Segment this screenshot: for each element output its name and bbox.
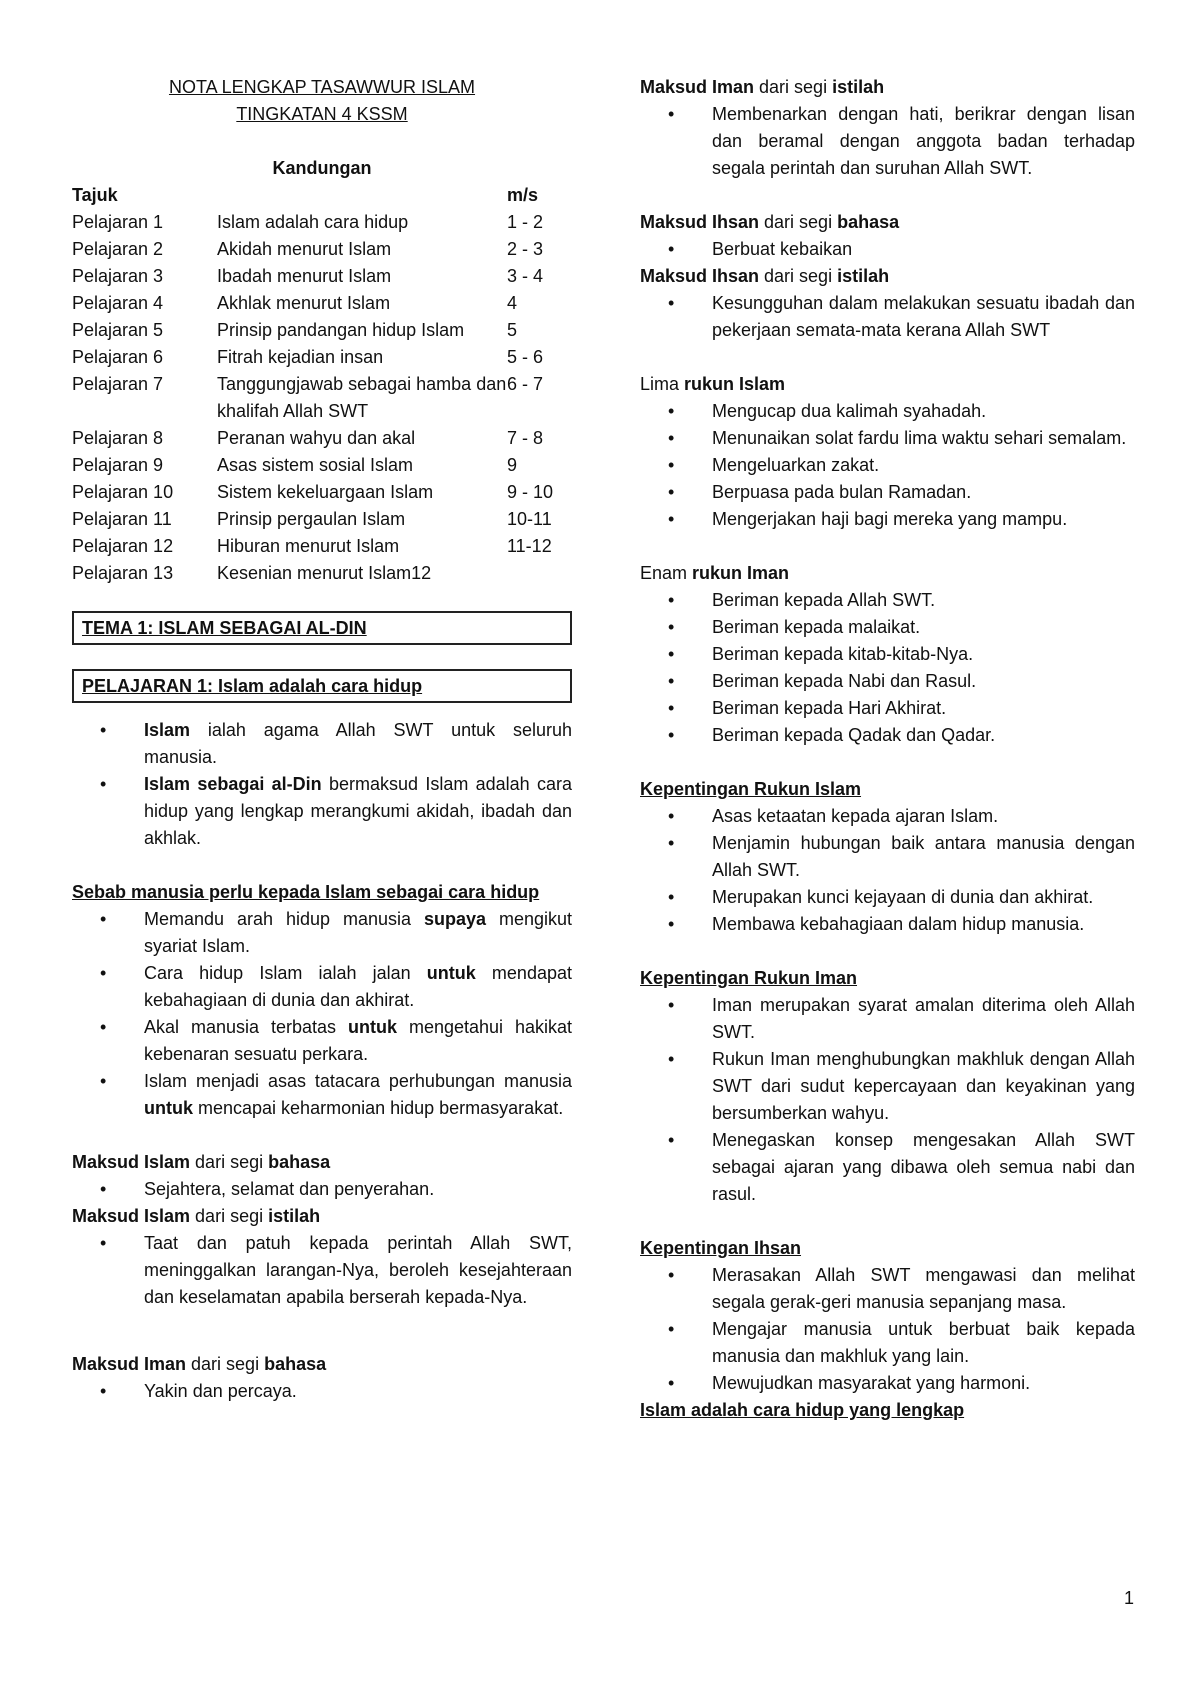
lesson-cell: Pelajaran 12 [72, 536, 174, 556]
bullet-icon: • [668, 914, 675, 934]
col-header-ms: m/s [507, 185, 539, 205]
lesson-cell: Pelajaran 3 [72, 266, 164, 286]
list-item: • Mengerjakan haji bagi mereka yang mampu. [640, 506, 1135, 533]
bullet-icon: • [668, 995, 675, 1015]
intro-list [72, 717, 572, 852]
contents-header-row [72, 182, 562, 209]
maksud-ihsan-bahasa-heading: Maksud Ihsan dari segi bahasa [640, 212, 900, 232]
lesson-cell: Pelajaran 10 [72, 482, 174, 502]
list-item: • Rukun Iman menghubungkan makhluk dengan Allah SWT dari sudut kepercayaan dan keyakinan yang bersumberkan wahyu. [640, 1046, 1135, 1127]
kepentingan-rukun-islam-heading: Kepentingan Rukun Islam [640, 779, 862, 799]
bullet-icon: • [100, 774, 107, 794]
maksud-iman-istilah-heading: Maksud Iman dari segi istilah [640, 77, 885, 97]
bullet-icon: • [668, 1265, 675, 1285]
sebab-list [72, 906, 572, 1122]
page-cell: 9 [507, 455, 518, 475]
list-item: • Beriman kepada Allah SWT. [640, 587, 1135, 614]
lesson-cell: Pelajaran 9 [72, 455, 164, 475]
contents-row [72, 209, 562, 236]
page-cell: 5 - 6 [507, 347, 544, 367]
contents-row [72, 371, 562, 425]
maksud-iman-istilah-list [640, 101, 1135, 182]
contents-row [72, 317, 562, 344]
kepentingan-ihsan-heading: Kepentingan Ihsan [640, 1238, 802, 1258]
lesson-cell: Pelajaran 7 [72, 374, 164, 394]
lesson-cell: Pelajaran 2 [72, 239, 164, 259]
topic-cell: Prinsip pandangan hidup Islam [217, 320, 465, 340]
bullet-icon: • [100, 1017, 107, 1037]
list-item: • Akal manusia terbatas untuk mengetahui hakikat kebenaran sesuatu perkara. [72, 1014, 572, 1068]
bullet-icon: • [668, 833, 675, 853]
bullet-icon: • [668, 698, 675, 718]
list-item: • Sejahtera, selamat dan penyerahan. [72, 1176, 572, 1203]
list-item: • Cara hidup Islam ialah jalan untuk mendapat kebahagiaan di dunia dan akhirat. [72, 960, 572, 1014]
rukun-islam-heading: Lima rukun Islam [640, 374, 786, 394]
list-item: • Islam menjadi asas tatacara perhubungan manusia untuk mencapai keharmonian hidup bermasyarakat. [72, 1068, 572, 1122]
bullet-icon: • [668, 1319, 675, 1339]
bullet-icon: • [668, 428, 675, 448]
rukun-iman-list [640, 587, 1135, 749]
lesson-cell: Pelajaran 6 [72, 347, 164, 367]
bullet-icon: • [668, 887, 675, 907]
page-cell: 11-12 [507, 536, 552, 556]
maksud-iman-bahasa-heading: Maksud Iman dari segi bahasa [72, 1354, 327, 1374]
topic-cell: Sistem kekeluargaan Islam [217, 482, 434, 502]
document-title: NOTA LENGKAP TASAWWUR ISLAM [168, 77, 476, 97]
list-item: • Mewujudkan masyarakat yang harmoni. [640, 1370, 1135, 1397]
bullet-icon: • [100, 1381, 107, 1401]
topic-cell: Prinsip pergaulan Islam [217, 509, 406, 529]
list-item: • Membawa kebahagiaan dalam hidup manusia. [640, 911, 1135, 938]
contents-row [72, 344, 562, 371]
topic-cell: Asas sistem sosial Islam [217, 455, 414, 475]
contents-row [72, 425, 562, 452]
maksud-islam-istilah-list [72, 1230, 572, 1311]
list-item: • Islam sebagai al-Din bermaksud Islam adalah cara hidup yang lengkap merangkumi akidah, ibadah dan akhlak. [72, 771, 572, 852]
list-item: • Yakin dan percaya. [72, 1378, 572, 1405]
list-item: • Menegaskan konsep mengesakan Allah SWT sebagai ajaran yang dibawa oleh semua nabi dan rasul. [640, 1127, 1135, 1208]
topic-cell: Akidah menurut Islam [217, 239, 392, 259]
contents-row [72, 290, 562, 317]
list-item: • Memandu arah hidup manusia supaya mengikut syariat Islam. [72, 906, 572, 960]
topic-cell: Akhlak menurut Islam [217, 293, 391, 313]
page-cell: 9 - 10 [507, 482, 554, 502]
maksud-islam-bahasa-heading: Maksud Islam dari segi bahasa [72, 1152, 331, 1172]
col-header-tajuk: Tajuk [72, 185, 118, 205]
lesson-cell: Pelajaran 11 [72, 509, 172, 529]
bullet-icon: • [668, 590, 675, 610]
list-item: • Mengucap dua kalimah syahadah. [640, 398, 1135, 425]
topic-cell: Kesenian menurut Islam12 [217, 563, 432, 583]
list-item: • Beriman kepada Hari Akhirat. [640, 695, 1135, 722]
topic-cell: Fitrah kejadian insan [217, 347, 384, 367]
page-cell: 3 - 4 [507, 266, 544, 286]
document-subtitle: TINGKATAN 4 KSSM [236, 104, 408, 124]
contents-table [72, 182, 562, 587]
page-cell: 6 - 7 [507, 374, 544, 394]
bullet-icon: • [100, 1071, 107, 1091]
list-item: • Merasakan Allah SWT mengawasi dan melihat segala gerak-geri manusia sepanjang masa. [640, 1262, 1135, 1316]
page-number: 1 [1124, 1588, 1135, 1608]
maksud-ihsan-istilah-heading: Maksud Ihsan dari segi istilah [640, 266, 890, 286]
list-item: • Mengajar manusia untuk berbuat baik kepada manusia dan makhluk yang lain. [640, 1316, 1135, 1370]
lesson-cell: Pelajaran 8 [72, 428, 164, 448]
bullet-icon: • [668, 401, 675, 421]
lesson-cell: Pelajaran 5 [72, 320, 164, 340]
bullet-icon: • [100, 963, 107, 983]
bullet-icon: • [668, 671, 675, 691]
page-cell: 5 [507, 320, 518, 340]
bullet-icon: • [668, 1130, 675, 1150]
bullet-icon: • [668, 293, 675, 313]
bullet-icon: • [668, 482, 675, 502]
list-item: • Merupakan kunci kejayaan di dunia dan akhirat. [640, 884, 1135, 911]
list-item: • Menunaikan solat fardu lima waktu sehari semalam. [640, 425, 1135, 452]
bullet-icon: • [668, 806, 675, 826]
topic-cell: Tanggungjawab sebagai hamba dan khalifah Allah SWT [217, 374, 507, 421]
topic-cell: Hiburan menurut Islam [217, 536, 400, 556]
bullet-icon: • [668, 1049, 675, 1069]
page-cell: 4 [507, 293, 518, 313]
list-item: • Berbuat kebaikan [640, 236, 1135, 263]
bullet-icon: • [100, 1179, 107, 1199]
left-column [72, 74, 572, 1405]
contents-row [72, 263, 562, 290]
list-item: • Asas ketaatan kepada ajaran Islam. [640, 803, 1135, 830]
rukun-islam-list [640, 398, 1135, 533]
bullet-icon: • [668, 617, 675, 637]
maksud-islam-istilah-heading: Maksud Islam dari segi istilah [72, 1206, 321, 1226]
topic-cell: Islam adalah cara hidup [217, 212, 409, 232]
closing-heading: Islam adalah cara hidup yang lengkap [640, 1400, 965, 1420]
bullet-icon: • [668, 725, 675, 745]
lesson-cell: Pelajaran 13 [72, 563, 174, 583]
topic-cell: Peranan wahyu dan akal [217, 428, 416, 448]
contents-row [72, 533, 562, 560]
list-item: • Membenarkan dengan hati, berikrar dengan lisan dan beramal dengan anggota badan terhadap segala perintah dan suruhan Allah SWT. [640, 101, 1135, 182]
pelajaran-box: PELAJARAN 1: Islam adalah cara hidup [72, 669, 572, 703]
lesson-cell: Pelajaran 4 [72, 293, 164, 313]
list-item: • Beriman kepada kitab-kitab-Nya. [640, 641, 1135, 668]
list-item: • Taat dan patuh kepada perintah Allah SWT, meninggalkan larangan-Nya, beroleh kesejahteraan dan keselamatan apabila berserah kepada-Nya. [72, 1230, 572, 1311]
rukun-iman-heading: Enam rukun Iman [640, 563, 790, 583]
kepentingan-rukun-islam-list [640, 803, 1135, 938]
bullet-icon: • [668, 104, 675, 124]
bullet-icon: • [668, 509, 675, 529]
sebab-heading: Sebab manusia perlu kepada Islam sebagai cara hidup [72, 882, 540, 902]
contents-row [72, 236, 562, 263]
list-item: • Beriman kepada Qadak dan Qadar. [640, 722, 1135, 749]
bullet-icon: • [100, 1233, 107, 1253]
bullet-icon: • [668, 455, 675, 475]
maksud-islam-bahasa-list [72, 1176, 572, 1203]
list-item: • Islam ialah agama Allah SWT untuk seluruh manusia. [72, 717, 572, 771]
list-item: • Beriman kepada Nabi dan Rasul. [640, 668, 1135, 695]
bullet-icon: • [668, 1373, 675, 1393]
list-item: • Iman merupakan syarat amalan diterima oleh Allah SWT. [640, 992, 1135, 1046]
page-cell: 1 - 2 [507, 212, 544, 232]
list-item: • Beriman kepada malaikat. [640, 614, 1135, 641]
page-cell [507, 560, 562, 587]
bullet-icon: • [100, 909, 107, 929]
contents-row [72, 452, 562, 479]
contents-row [72, 506, 562, 533]
right-column [640, 74, 1135, 1424]
bullet-icon: • [100, 720, 107, 740]
topic-cell: Ibadah menurut Islam [217, 266, 392, 286]
list-item: • Menjamin hubungan baik antara manusia dengan Allah SWT. [640, 830, 1135, 884]
contents-row [72, 560, 562, 587]
contents-heading: Kandungan [272, 158, 372, 178]
lesson-cell: Pelajaran 1 [72, 212, 164, 232]
kepentingan-rukun-iman-heading: Kepentingan Rukun Iman [640, 968, 858, 988]
page-cell: 10-11 [507, 509, 552, 529]
list-item: • Mengeluarkan zakat. [640, 452, 1135, 479]
list-item: • Kesungguhan dalam melakukan sesuatu ibadah dan pekerjaan semata-mata kerana Allah SWT [640, 290, 1135, 344]
list-item: • Berpuasa pada bulan Ramadan. [640, 479, 1135, 506]
page-cell: 2 - 3 [507, 239, 544, 259]
bullet-icon: • [668, 644, 675, 664]
maksud-ihsan-bahasa-list [640, 236, 1135, 263]
bullet-icon: • [668, 239, 675, 259]
page-cell: 7 - 8 [507, 428, 544, 448]
contents-row [72, 479, 562, 506]
kepentingan-rukun-iman-list [640, 992, 1135, 1208]
maksud-iman-bahasa-list [72, 1378, 572, 1405]
kepentingan-ihsan-list [640, 1262, 1135, 1397]
tema-box: TEMA 1: ISLAM SEBAGAI AL-DIN [72, 611, 572, 645]
maksud-ihsan-istilah-list [640, 290, 1135, 344]
